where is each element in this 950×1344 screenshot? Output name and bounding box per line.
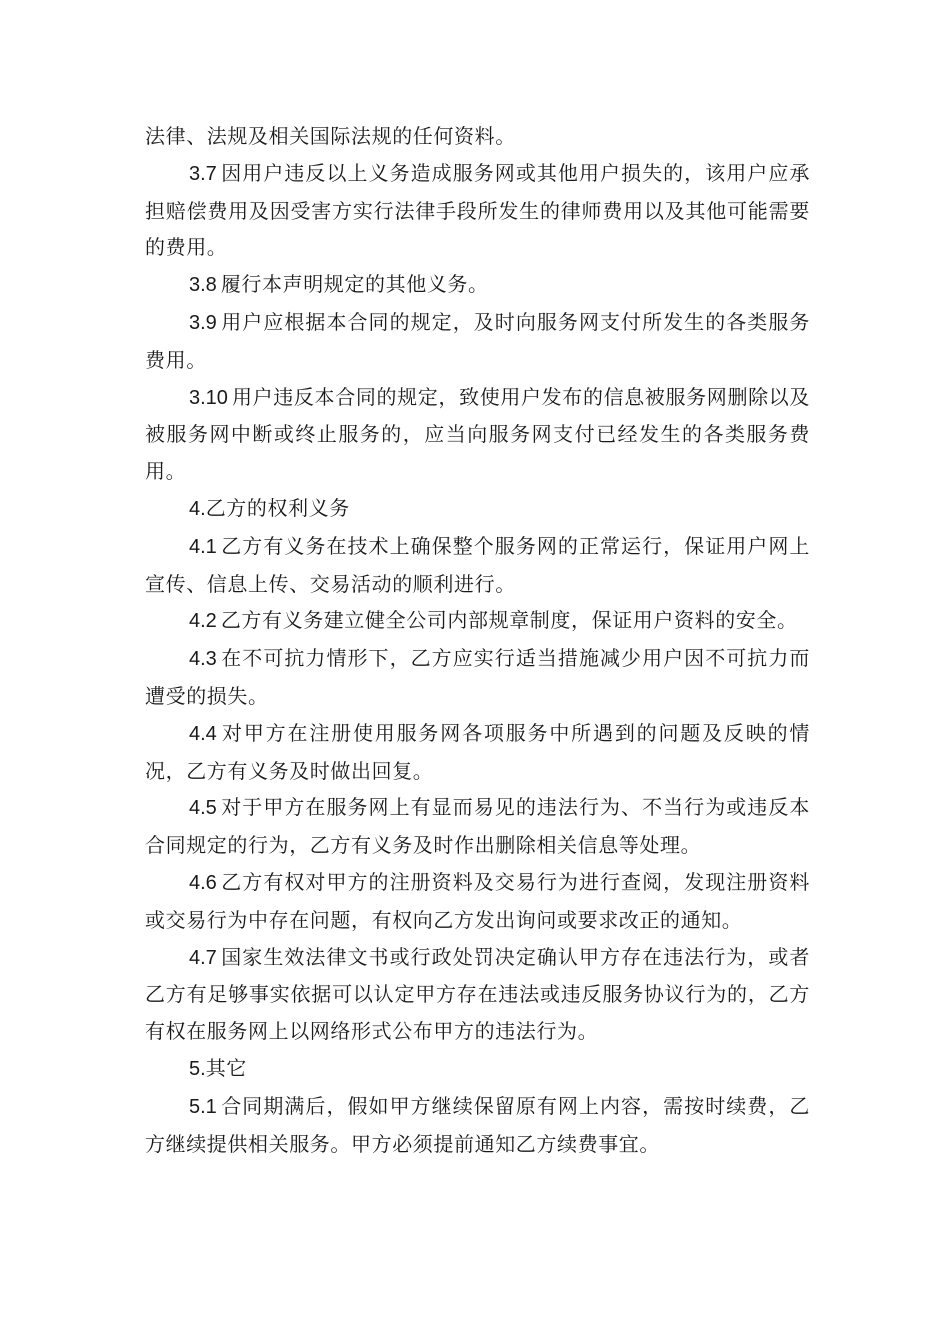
section-title: 其它	[205, 1055, 247, 1080]
paragraph-text: 法律、法规及相关国际法规的任何资料。	[145, 124, 516, 148]
clause-4-3	[145, 640, 810, 715]
clause-3-10	[145, 379, 810, 490]
clause-number: 3.7	[189, 162, 217, 185]
clause-3-8	[145, 266, 810, 304]
clause-4-4	[145, 715, 810, 790]
clause-number: 4.5	[189, 797, 217, 820]
paragraph-text: 在不可抗力情形下，乙方应实行适当措施减少用户因不可抗力而遭受的损失。	[145, 646, 810, 708]
paragraph-text: 国家生效法律文书或行政处罚决定确认甲方存在违法行为，或者乙方有足够事实依据可以认定甲方存在违法或违反服务协议行为的，乙方有权在服务网上以网络形式公布甲方的违法行为。	[145, 944, 810, 1044]
paragraph-continued	[145, 118, 810, 155]
paragraph-text: 用户应根据本合同的规定，及时向服务网支付所发生的各类服务费用。	[145, 309, 810, 372]
clause-number: 4.7	[189, 946, 217, 969]
clause-3-7	[145, 155, 810, 266]
clause-4-5	[145, 789, 810, 864]
paragraph-text: 对甲方在注册使用服务网各项服务中所遇到的问题及反映的情况，乙方有义务及时做出回复。	[145, 720, 810, 783]
paragraph-text: 乙方有义务建立健全公司内部规章制度，保证用户资料的安全。	[220, 608, 798, 633]
clause-3-9	[145, 304, 810, 379]
clause-number: 3.10	[189, 386, 228, 409]
clause-number: 3.9	[189, 311, 217, 334]
clause-4-1	[145, 528, 810, 603]
section-heading-5	[145, 1050, 810, 1088]
section-heading-4	[145, 490, 810, 528]
clause-number: 4.4	[189, 722, 217, 745]
clause-5-1	[145, 1088, 810, 1163]
paragraph-text: 因用户违反以上义务造成服务网或其他用户损失的，该用户应承担赔偿费用及因受害方实行法律手段所发生的律师费用以及其他可能需要的费用。	[145, 160, 810, 260]
clause-4-6	[145, 864, 810, 939]
paragraph-text: 合同期满后，假如甲方继续保留原有网上内容，需按时续费，乙方继续提供相关服务。甲方必须提前通知乙方续费事宜。	[145, 1093, 810, 1156]
clause-number: 4.3	[189, 648, 217, 671]
section-number: 4.	[189, 497, 206, 520]
clause-number: 4.1	[189, 535, 217, 558]
paragraph-text: 乙方有权对甲方的注册资料及交易行为进行查阅，发现注册资料或交易行为中存在问题，有权向乙方发出询问或要求改正的通知。	[145, 869, 810, 932]
paragraph-text: 履行本声明规定的其他义务。	[220, 272, 489, 297]
clause-number: 3.8	[189, 274, 217, 297]
clause-number: 4.2	[189, 610, 217, 633]
document-body	[145, 118, 810, 1162]
clause-number: 5.1	[189, 1095, 217, 1118]
section-number: 5.	[189, 1057, 206, 1080]
paragraph-text: 乙方有义务在技术上确保整个服务网的正常运行，保证用户网上宣传、信息上传、交易活动的顺利进行。	[145, 533, 810, 596]
clause-4-7	[145, 939, 810, 1050]
paragraph-text: 用户违反本合同的规定，致使用户发布的信息被服务网删除以及被服务网中断或终止服务的，应当向服务网支付已经发生的各类服务费用。	[145, 384, 810, 484]
section-title: 乙方的权利义务	[205, 495, 350, 520]
clause-4-2	[145, 602, 810, 640]
paragraph-text: 对于甲方在服务网上有显而易见的违法行为、不当行为或违反本合同规定的行为，乙方有义务及时作出删除相关信息等处理。	[145, 795, 810, 858]
clause-number: 4.6	[189, 871, 217, 894]
